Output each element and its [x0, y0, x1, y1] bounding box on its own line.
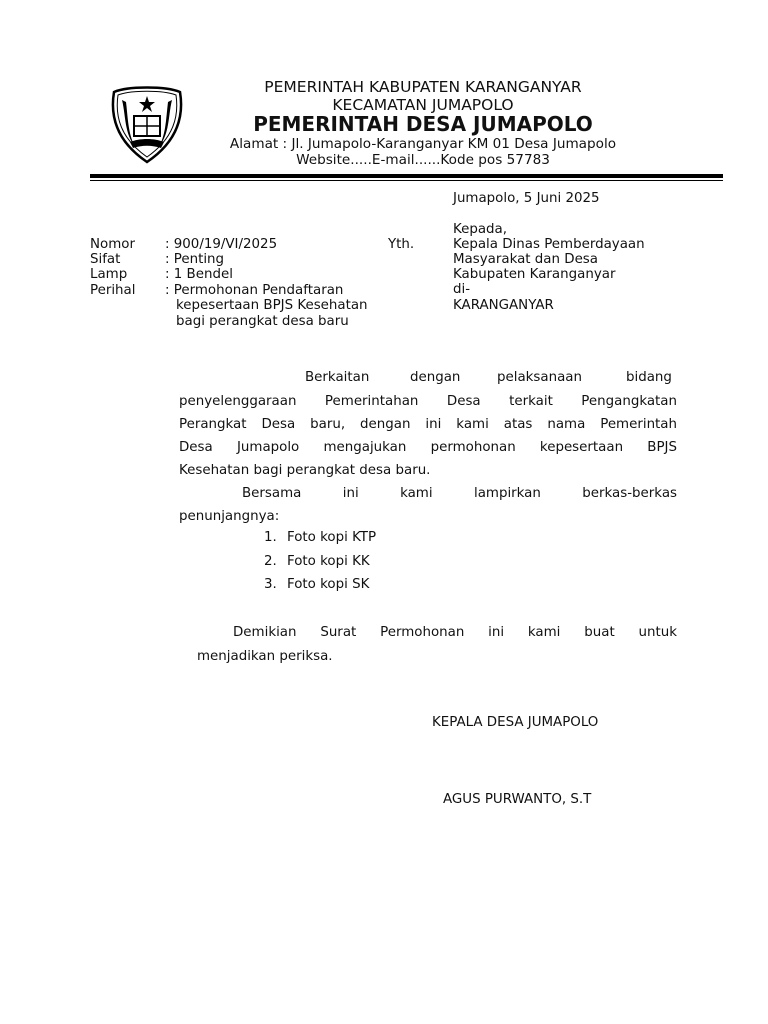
- nomor-value: : 900/19/VI/2025: [165, 237, 278, 252]
- p1-word-3: pelaksanaan: [497, 370, 582, 385]
- kop-line-desa: PEMERINTAH DESA JUMAPOLO: [253, 112, 593, 136]
- kop-line-kabupaten: PEMERINTAH KABUPATEN KARANGANYAR: [264, 78, 582, 96]
- kop-line-kecamatan: KECAMATAN JUMAPOLO: [332, 96, 514, 114]
- kepada-label: Kepada,: [453, 222, 508, 237]
- p1-line-2: penyelenggaraan Pemerintahan Desa terkait Pengangkatan: [179, 394, 677, 409]
- signature-title: KEPALA DESA JUMAPOLO: [432, 715, 599, 730]
- p1-word-4: bidang: [626, 370, 672, 385]
- lamp-value: : 1 Bendel: [165, 267, 233, 282]
- p1-line-5: Kesehatan bagi perangkat desa baru.: [179, 463, 431, 478]
- p2-line-2: penunjangnya:: [179, 509, 280, 524]
- sifat-value: : Penting: [165, 252, 225, 267]
- signature-name: AGUS PURWANTO, S.T: [443, 792, 592, 807]
- p1-word-2: dengan: [410, 370, 461, 385]
- addressee-line-2: Masyarakat dan Desa: [453, 252, 598, 267]
- perihal-value-2: kepesertaan BPJS Kesehatan: [176, 298, 368, 313]
- perihal-label: Perihal: [90, 283, 136, 298]
- p3-line-2: menjadikan periksa.: [197, 649, 333, 664]
- p1-line-4: Desa Jumapolo mengajukan permohonan kepesertaan BPJS: [179, 440, 677, 455]
- list-item-1-text: Foto kopi KTP: [287, 530, 377, 545]
- kop-kontak: Website.....E-mail......Kode pos 57783: [296, 152, 550, 168]
- letter-date: Jumapolo, 5 Juni 2025: [453, 191, 600, 206]
- sifat-label: Sifat: [90, 252, 121, 267]
- addressee-line-3: Kabupaten Karanganyar: [453, 267, 616, 282]
- addressee-line-5: KARANGANYAR: [453, 298, 554, 313]
- p3-line-1: Demikian Surat Permohonan ini kami buat untuk: [233, 625, 677, 640]
- p1-word-1: Berkaitan: [305, 370, 370, 385]
- lamp-label: Lamp: [90, 267, 128, 282]
- p1-line-3: Perangkat Desa baru, dengan ini kami atas nama Pemerintah: [179, 417, 677, 432]
- addressee-line-4: di-: [453, 282, 471, 297]
- perihal-value-1: : Permohonan Pendaftaran: [165, 283, 344, 298]
- list-item-1-number: 1.: [264, 530, 277, 545]
- p2-line-1: Bersama ini kami lampirkan berkas-berkas: [242, 486, 677, 501]
- yth-label: Yth.: [388, 237, 415, 252]
- letterhead-rule-thin: [90, 180, 723, 181]
- list-item-3-number: 3.: [264, 577, 277, 592]
- kop-alamat: Alamat : Jl. Jumapolo-Karanganyar KM 01 Desa Jumapolo: [229, 136, 617, 152]
- nomor-label: Nomor: [90, 237, 135, 252]
- list-item-2-text: Foto kopi KK: [287, 554, 370, 569]
- perihal-value-3: bagi perangkat desa baru: [176, 314, 349, 329]
- letterhead-rule-thick: [90, 174, 723, 178]
- list-item-2-number: 2.: [264, 554, 277, 569]
- regency-emblem-icon: [106, 86, 188, 166]
- list-item-3-text: Foto kopi SK: [287, 577, 370, 592]
- addressee-line-1: Kepala Dinas Pemberdayaan: [453, 237, 645, 252]
